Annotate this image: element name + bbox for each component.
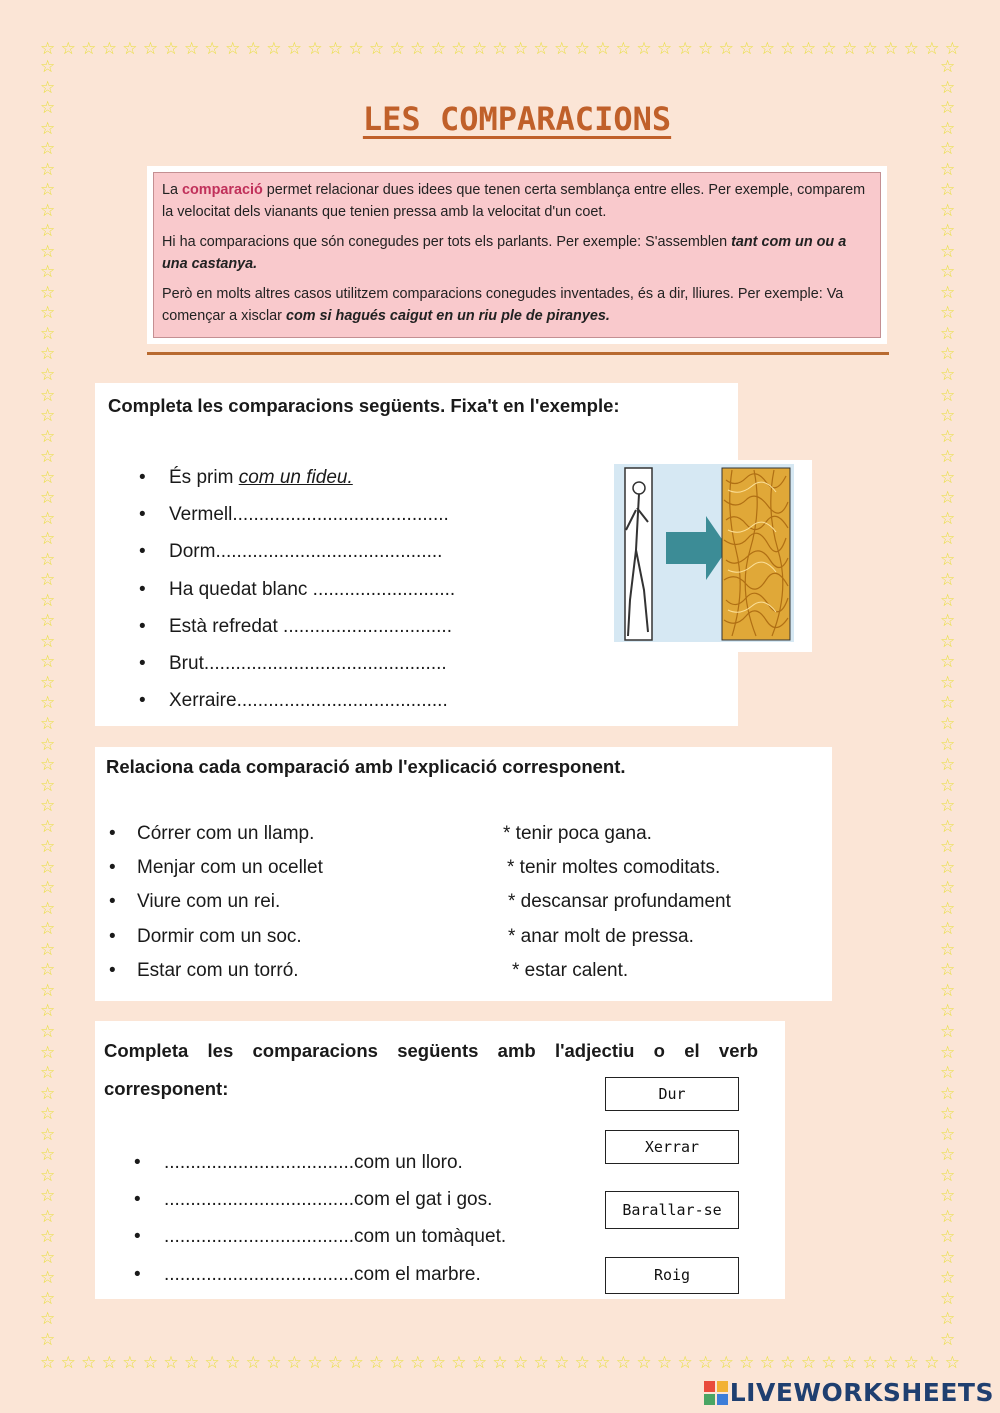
star-icon: ☆ [940, 898, 956, 918]
star-icon: ☆ [40, 39, 56, 58]
star-icon: ☆ [40, 1227, 56, 1247]
star-icon: ☆ [40, 611, 56, 631]
star-icon: ☆ [40, 1268, 56, 1288]
star-icon: ☆ [940, 714, 956, 733]
star-icon: ☆ [40, 1042, 56, 1062]
star-icon: ☆ [940, 1186, 956, 1206]
star-icon: ☆ [698, 39, 714, 58]
star-icon: ☆ [554, 1353, 570, 1372]
intro-box [147, 166, 887, 344]
star-icon: ☆ [40, 796, 56, 816]
star-icon: ☆ [940, 344, 956, 364]
star-icon: ☆ [940, 1329, 956, 1349]
star-icon: ☆ [40, 1083, 56, 1103]
star-icon: ☆ [40, 282, 56, 302]
list-item[interactable]: • Dorm........................................... [139, 541, 443, 562]
star-icon: ☆ [940, 180, 956, 200]
list-item[interactable]: • Córrer com un llamp. [109, 823, 315, 844]
star-icon: ☆ [40, 323, 56, 343]
star-icon: ☆ [940, 467, 956, 487]
star-icon: ☆ [40, 1165, 56, 1185]
star-icon: ☆ [40, 1309, 56, 1329]
star-icon: ☆ [40, 1288, 56, 1308]
star-icon: ☆ [40, 241, 56, 261]
star-icon: ☆ [40, 1206, 56, 1226]
star-icon: ☆ [780, 1353, 796, 1372]
star-icon: ☆ [40, 1247, 56, 1267]
star-icon: ☆ [40, 406, 56, 426]
star-icon: ☆ [348, 1353, 364, 1372]
star-icon: ☆ [40, 118, 56, 138]
star-icon: ☆ [40, 857, 56, 877]
star-icon: ☆ [40, 426, 56, 446]
list-item[interactable]: • Estar com un torró. [109, 960, 299, 981]
star-icon: ☆ [389, 39, 405, 58]
star-icon: ☆ [739, 1353, 755, 1372]
star-icon: ☆ [677, 1353, 693, 1372]
star-border-top [40, 40, 960, 57]
star-icon: ☆ [940, 1145, 956, 1165]
star-icon: ☆ [862, 1353, 878, 1372]
star-icon: ☆ [940, 77, 956, 97]
star-icon: ☆ [841, 39, 858, 58]
exercise-1-heading: Completa les comparacions següents. Fixa't en l'exemple: [108, 395, 620, 416]
star-icon: ☆ [940, 118, 956, 138]
star-icon: ☆ [40, 77, 56, 97]
list-item[interactable]: • Dormir com un soc. [109, 926, 302, 947]
exercise-2-right-list [503, 823, 731, 994]
star-icon: ☆ [940, 857, 956, 877]
star-icon: ☆ [204, 1353, 220, 1372]
star-icon: ☆ [60, 1353, 76, 1372]
star-icon: ☆ [677, 39, 693, 58]
star-icon: ☆ [533, 39, 549, 58]
star-icon: ☆ [940, 447, 956, 467]
star-icon: ☆ [512, 1353, 529, 1372]
star-icon: ☆ [410, 39, 426, 58]
answer-option-roig[interactable]: Roig [605, 1257, 739, 1294]
star-icon: ☆ [940, 1247, 956, 1267]
star-icon: ☆ [40, 755, 56, 775]
star-icon: ☆ [636, 39, 652, 58]
star-icon: ☆ [940, 837, 956, 857]
star-icon: ☆ [40, 180, 56, 200]
star-icon: ☆ [101, 1353, 117, 1372]
star-icon: ☆ [492, 1353, 508, 1372]
star-icon: ☆ [40, 1124, 56, 1144]
star-border-left [40, 58, 55, 1348]
star-icon: ☆ [183, 39, 200, 58]
exercise-3-list [134, 1152, 507, 1301]
list-item[interactable]: • Xerraire........................................ [139, 690, 448, 711]
star-icon: ☆ [940, 611, 956, 631]
star-icon: ☆ [940, 221, 956, 241]
star-icon: ☆ [656, 39, 673, 58]
exercise-1-list [139, 467, 456, 727]
star-icon: ☆ [940, 549, 956, 569]
star-icon: ☆ [615, 1353, 631, 1372]
list-item[interactable]: • ....................................com el gat i gos. [134, 1189, 493, 1210]
star-icon: ☆ [142, 39, 159, 58]
list-item[interactable]: • Viure com un rei. [109, 891, 281, 912]
star-icon: ☆ [944, 39, 960, 58]
star-icon: ☆ [718, 1353, 734, 1372]
star-icon: ☆ [40, 939, 56, 959]
star-icon: ☆ [81, 1353, 97, 1372]
exercise-3-heading: Completa les comparacions següents amb l'adjectiu o el verb corresponent: [104, 1040, 758, 1099]
star-icon: ☆ [245, 39, 261, 58]
star-icon: ☆ [940, 1042, 956, 1062]
star-icon: ☆ [183, 1353, 200, 1372]
star-icon: ☆ [81, 39, 97, 58]
star-icon: ☆ [739, 39, 755, 58]
star-icon: ☆ [636, 1353, 652, 1372]
list-item[interactable]: • Menjar com un ocellet [109, 857, 323, 878]
star-icon: ☆ [903, 1353, 919, 1372]
intro-paragraph-3: Però en molts altres casos utilitzem comparacions conegudes inventades, és a dir, lliures. Per exemple: Va començar a xisclar com si hagués caigut en un riu ple de piranyes. [162, 286, 844, 324]
star-icon: ☆ [940, 1227, 956, 1247]
star-icon: ☆ [940, 385, 956, 405]
star-icon: ☆ [940, 159, 956, 179]
star-icon: ☆ [40, 652, 56, 672]
star-icon: ☆ [924, 1353, 940, 1372]
exercise-2-panel [95, 747, 832, 1001]
star-icon: ☆ [40, 200, 56, 220]
star-icon: ☆ [60, 39, 76, 58]
liveworksheets-logo-icon [704, 1381, 728, 1405]
star-icon: ☆ [40, 1021, 56, 1041]
list-item[interactable]: * anar molt de pressa. [508, 926, 694, 947]
star-icon: ☆ [40, 693, 56, 713]
star-icon: ☆ [615, 39, 631, 58]
star-icon: ☆ [40, 1104, 56, 1124]
star-icon: ☆ [821, 39, 837, 58]
star-icon: ☆ [40, 98, 56, 118]
star-icon: ☆ [940, 406, 956, 426]
star-icon: ☆ [940, 1001, 956, 1021]
answer-option-barallar-se[interactable]: Barallar-se [605, 1191, 739, 1229]
star-border-bottom [40, 1354, 960, 1371]
star-icon: ☆ [940, 1165, 956, 1185]
star-icon: ☆ [940, 488, 956, 508]
star-icon: ☆ [656, 1353, 673, 1372]
list-item[interactable]: * tenir poca gana. [503, 823, 652, 844]
star-icon: ☆ [40, 898, 56, 918]
star-icon: ☆ [40, 385, 56, 405]
star-icon: ☆ [266, 39, 282, 58]
star-icon: ☆ [940, 508, 956, 528]
star-icon: ☆ [940, 1288, 956, 1308]
intro-paragraph-2: Hi ha comparacions que són conegudes per tots els parlants. Per exemple: S'assemblen tant com un ou a una castanya. [162, 234, 847, 272]
star-icon: ☆ [40, 529, 56, 549]
list-item[interactable]: • Ha quedat blanc ........................... [139, 579, 456, 600]
star-icon: ☆ [940, 796, 956, 816]
list-item[interactable]: * descansar profundament [508, 891, 731, 912]
star-icon: ☆ [40, 221, 56, 241]
star-icon: ☆ [40, 344, 56, 364]
star-icon: ☆ [940, 1268, 956, 1288]
star-icon: ☆ [940, 980, 956, 1000]
star-icon: ☆ [451, 1353, 467, 1372]
star-icon: ☆ [940, 631, 956, 651]
star-icon: ☆ [940, 139, 956, 159]
page-title: LES COMPARACIONS [362, 100, 672, 138]
star-icon: ☆ [940, 529, 956, 549]
star-icon: ☆ [348, 39, 364, 58]
list-item[interactable]: • ....................................com un tomàquet. [134, 1226, 507, 1247]
star-icon: ☆ [821, 1353, 837, 1372]
list-item[interactable]: • ....................................com el marbre. [134, 1264, 481, 1285]
star-icon: ☆ [40, 159, 56, 179]
star-icon: ☆ [940, 1206, 956, 1226]
star-icon: ☆ [940, 590, 956, 610]
star-icon: ☆ [101, 39, 117, 58]
star-icon: ☆ [554, 39, 570, 58]
star-icon: ☆ [40, 303, 56, 323]
star-icon: ☆ [40, 631, 56, 651]
star-icon: ☆ [718, 39, 734, 58]
star-icon: ☆ [533, 1353, 549, 1372]
example-answer: com un fideu. [238, 467, 353, 488]
list-item[interactable]: * estar calent. [512, 960, 629, 981]
star-icon: ☆ [163, 1353, 179, 1372]
star-icon: ☆ [40, 549, 56, 569]
thin-person-noodles-illustration [614, 460, 812, 652]
star-icon: ☆ [40, 878, 56, 898]
star-icon: ☆ [40, 488, 56, 508]
star-icon: ☆ [574, 1353, 590, 1372]
star-icon: ☆ [40, 1329, 56, 1349]
star-icon: ☆ [40, 570, 56, 590]
star-icon: ☆ [940, 282, 956, 302]
star-icon: ☆ [940, 1104, 956, 1124]
star-icon: ☆ [940, 672, 956, 692]
star-icon: ☆ [40, 1186, 56, 1206]
star-icon: ☆ [327, 1353, 344, 1372]
star-icon: ☆ [40, 447, 56, 467]
star-icon: ☆ [940, 1124, 956, 1144]
star-icon: ☆ [940, 262, 956, 282]
star-icon: ☆ [307, 1353, 323, 1372]
liveworksheets-logo: LIVEWORKSHEETS [704, 1378, 994, 1407]
list-item[interactable]: • Vermell......................................... [139, 504, 449, 525]
star-icon: ☆ [800, 39, 817, 58]
star-icon: ☆ [940, 323, 956, 343]
star-icon: ☆ [940, 1021, 956, 1041]
star-icon: ☆ [40, 672, 56, 692]
star-icon: ☆ [471, 39, 488, 58]
star-icon: ☆ [940, 693, 956, 713]
star-icon: ☆ [40, 734, 56, 754]
star-icon: ☆ [40, 816, 56, 836]
star-icon: ☆ [780, 39, 796, 58]
star-icon: ☆ [471, 1353, 488, 1372]
star-icon: ☆ [122, 1353, 138, 1372]
star-icon: ☆ [369, 39, 385, 58]
star-icon: ☆ [940, 734, 956, 754]
star-icon: ☆ [40, 590, 56, 610]
star-icon: ☆ [800, 1353, 817, 1372]
star-icon: ☆ [940, 1083, 956, 1103]
star-icon: ☆ [142, 1353, 159, 1372]
star-icon: ☆ [40, 364, 56, 384]
star-icon: ☆ [225, 1353, 241, 1372]
star-icon: ☆ [512, 39, 529, 58]
star-icon: ☆ [940, 241, 956, 261]
star-icon: ☆ [266, 1353, 282, 1372]
star-icon: ☆ [286, 39, 302, 58]
list-item[interactable]: • Està refredat ................................ [139, 616, 452, 637]
star-icon: ☆ [40, 508, 56, 528]
star-icon: ☆ [940, 939, 956, 959]
star-icon: ☆ [940, 57, 956, 76]
star-icon: ☆ [40, 1001, 56, 1021]
star-icon: ☆ [940, 652, 956, 672]
star-icon: ☆ [940, 1063, 956, 1083]
star-icon: ☆ [430, 1353, 446, 1372]
answer-option-dur[interactable]: Dur [605, 1077, 739, 1111]
star-icon: ☆ [122, 39, 138, 58]
exercise-2-left-list [109, 823, 323, 994]
star-icon: ☆ [759, 39, 775, 58]
star-icon: ☆ [40, 960, 56, 980]
star-icon: ☆ [40, 262, 56, 282]
star-icon: ☆ [940, 570, 956, 590]
star-icon: ☆ [944, 1353, 960, 1372]
star-icon: ☆ [430, 39, 446, 58]
star-icon: ☆ [883, 1353, 899, 1372]
exercise-2-heading: Relaciona cada comparació amb l'explicació corresponent. [106, 756, 626, 777]
star-icon: ☆ [862, 39, 878, 58]
star-icon: ☆ [225, 39, 241, 58]
star-icon: ☆ [574, 39, 590, 58]
star-icon: ☆ [924, 39, 940, 58]
star-icon: ☆ [903, 39, 919, 58]
star-icon: ☆ [940, 364, 956, 384]
star-icon: ☆ [940, 98, 956, 118]
star-icon: ☆ [940, 755, 956, 775]
star-icon: ☆ [163, 39, 179, 58]
list-item: • És prim com un fideu. [139, 467, 353, 488]
star-icon: ☆ [286, 1353, 302, 1372]
star-border-right [940, 58, 955, 1348]
star-icon: ☆ [451, 39, 467, 58]
star-icon: ☆ [389, 1353, 405, 1372]
star-icon: ☆ [40, 139, 56, 159]
star-icon: ☆ [40, 1145, 56, 1165]
answer-option-xerrar[interactable]: Xerrar [605, 1130, 739, 1164]
star-icon: ☆ [40, 1063, 56, 1083]
list-item[interactable]: * tenir moltes comoditats. [507, 857, 721, 878]
star-icon: ☆ [410, 1353, 426, 1372]
star-icon: ☆ [940, 919, 956, 939]
star-icon: ☆ [940, 878, 956, 898]
star-icon: ☆ [40, 714, 56, 733]
star-icon: ☆ [204, 39, 220, 58]
intro-divider [147, 352, 889, 355]
star-icon: ☆ [40, 57, 56, 76]
star-icon: ☆ [40, 980, 56, 1000]
star-icon: ☆ [40, 467, 56, 487]
star-icon: ☆ [492, 39, 508, 58]
list-item[interactable]: • Brut.............................................. [139, 653, 447, 674]
star-icon: ☆ [940, 426, 956, 446]
star-icon: ☆ [940, 960, 956, 980]
star-icon: ☆ [327, 39, 344, 58]
star-icon: ☆ [698, 1353, 714, 1372]
star-icon: ☆ [940, 816, 956, 836]
list-item[interactable]: • ....................................com un lloro. [134, 1152, 463, 1173]
star-icon: ☆ [595, 39, 611, 58]
intro-paragraph-1: La comparació permet relacionar dues idees que tenen certa semblança entre elles. Per exemple, comparem la velocitat dels vianants que tenien pressa amb la velocitat d'un coet. [162, 182, 866, 220]
star-icon: ☆ [940, 200, 956, 220]
star-icon: ☆ [40, 775, 56, 795]
star-icon: ☆ [40, 837, 56, 857]
star-icon: ☆ [940, 1309, 956, 1329]
star-icon: ☆ [245, 1353, 261, 1372]
star-icon: ☆ [940, 303, 956, 323]
star-icon: ☆ [759, 1353, 775, 1372]
star-icon: ☆ [307, 39, 323, 58]
star-icon: ☆ [40, 1353, 56, 1372]
star-icon: ☆ [369, 1353, 385, 1372]
star-icon: ☆ [940, 775, 956, 795]
star-icon: ☆ [595, 1353, 611, 1372]
star-icon: ☆ [40, 919, 56, 939]
star-icon: ☆ [883, 39, 899, 58]
star-icon: ☆ [841, 1353, 858, 1372]
